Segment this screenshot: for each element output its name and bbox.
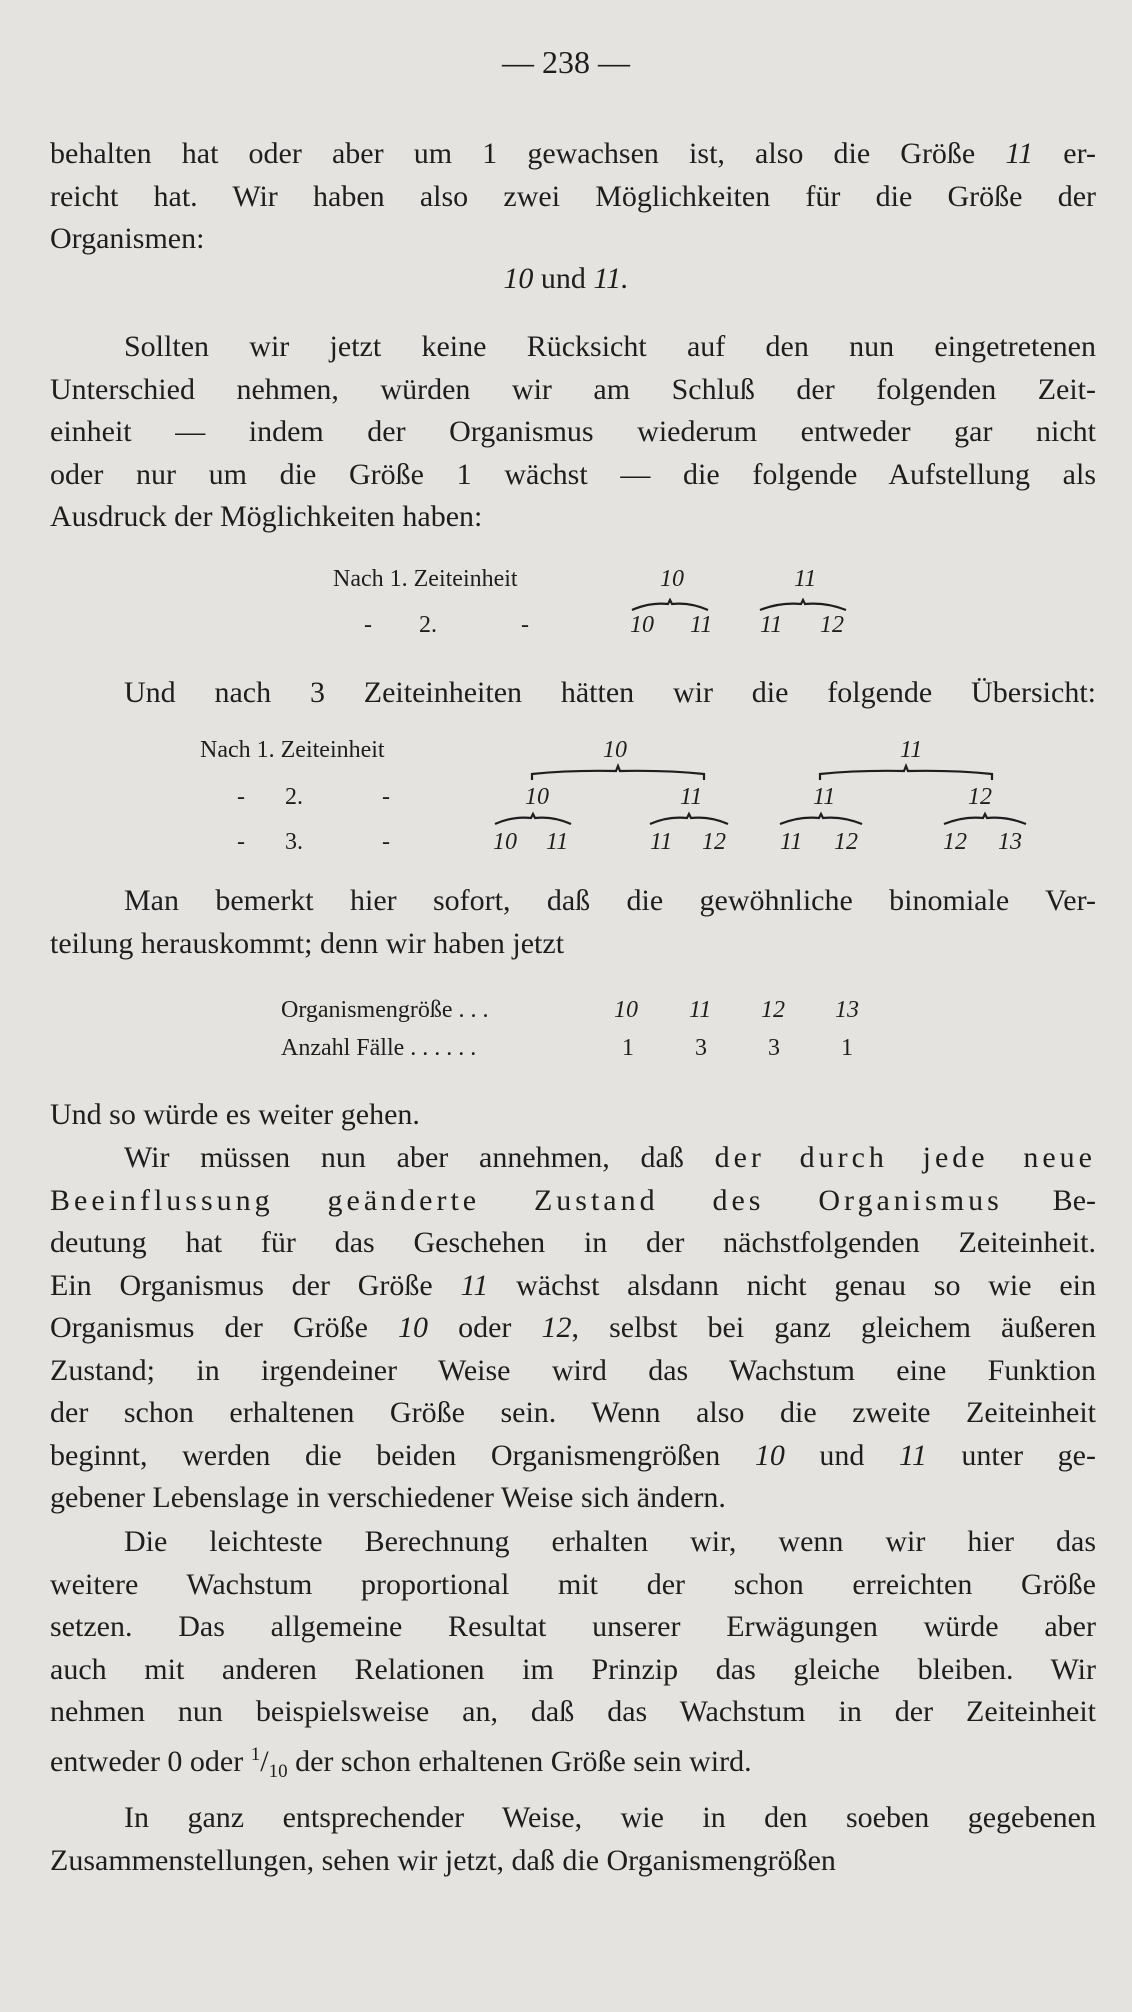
p7-line <box>50 1691 1096 1734</box>
paragraph-2 <box>50 326 1096 539</box>
p1-line <box>50 176 1096 219</box>
text-run: behalten hat oder aber um 1 gewachsen ist, also die Größe <box>50 137 1006 170</box>
p4-line <box>50 880 1096 923</box>
p7-line <box>50 1606 1096 1649</box>
text-run: reicht hat. Wir haben also zwei Möglichkeiten für die Größe der <box>50 179 1096 213</box>
text-run: Organismen: <box>50 222 205 255</box>
t2-row2-v4: 12 <box>968 784 992 810</box>
t2-brace-row2-b <box>648 814 730 828</box>
italic-number: 10 <box>754 1438 785 1472</box>
text-run: deutung hat für das Geschehen in der nächstfolgenden Zeiteinheit. <box>50 1226 1096 1259</box>
t2-brace-row2-a <box>493 814 573 828</box>
t1-row2-v1: 10 <box>630 612 654 638</box>
paragraph-3 <box>124 672 1096 715</box>
text-run: entweder 0 oder <box>50 1744 251 1778</box>
text-run: Unterschied nehmen, würden wir am Schluß der folgenden Zeit- <box>50 372 1096 406</box>
t3-size-2: 11 <box>689 997 712 1023</box>
t2-row2-v1: 10 <box>525 784 549 810</box>
p7-line <box>50 1521 1096 1564</box>
text-run: unter ge- <box>926 1438 1096 1472</box>
t1-row2-num: 2. <box>419 612 437 638</box>
p2-line <box>50 369 1096 412</box>
t2-row2-v2: 11 <box>680 784 703 810</box>
t2-row3-dash2: - <box>382 829 390 855</box>
t2-brace-row2-d <box>942 814 1028 828</box>
t1-row1-label: Nach 1. Zeiteinheit <box>333 566 518 592</box>
italic-number: 11 <box>460 1268 489 1302</box>
t2-brace-row2-c <box>778 814 864 828</box>
italic-number: 11 <box>1005 137 1034 170</box>
p1-line <box>50 218 1096 261</box>
text-run: Organismus der Größe <box>50 1311 399 1344</box>
t2-row2-num: 2. <box>285 784 303 810</box>
text-run: Die leichteste Berechnung erhalten wir, wenn wir hier das <box>124 1525 1096 1558</box>
p6-line <box>50 1265 1096 1308</box>
t3-count-3: 3 <box>768 1035 780 1061</box>
text-run: oder nur um die Größe 1 wächst — die folgende Aufstellung als <box>50 457 1096 491</box>
p3-line: Und nach 3 Zeiteinheiten hätten wir die folgende Übersicht: <box>124 676 1096 709</box>
text-run: , selbst bei ganz gleichem äußeren <box>571 1311 1096 1344</box>
t2-row3-v3: 11 <box>650 829 673 855</box>
text-run: er- <box>1033 137 1096 170</box>
p4-line <box>50 923 1096 966</box>
page-number: — 238 — <box>502 44 630 80</box>
t1-brace-2 <box>758 600 848 614</box>
text-run: Wir müssen nun aber annehmen, daß <box>124 1141 715 1174</box>
t2-brace-row1-a <box>530 766 706 782</box>
p7-line <box>50 1564 1096 1607</box>
t2-row3-v1: 10 <box>493 829 517 855</box>
t1-row2-dash: - <box>364 612 372 638</box>
p1-line <box>50 133 1096 176</box>
fraction-denominator: 10 <box>268 1760 288 1782</box>
t2-row2-dash2: - <box>382 784 390 810</box>
paragraph-6 <box>50 1137 1096 1520</box>
paragraph-1 <box>50 133 1096 261</box>
text-run: nehmen nun beispielsweise an, daß das Wachstum in der Zeiteinheit <box>50 1695 1096 1728</box>
t3-count-1: 1 <box>622 1035 634 1061</box>
text-run: einheit — indem der Organismus wiederum entweder gar nicht <box>50 415 1096 448</box>
t3-row2-label: Anzahl Fälle . . . . . . <box>281 1035 477 1061</box>
text-run: Zusammenstellungen, sehen wir jetzt, daß die Organismengrößen <box>50 1843 836 1877</box>
text-run: gebener Lebenslage in verschiedener Weise sich ändern. <box>50 1481 726 1514</box>
p8-line <box>50 1797 1096 1840</box>
text-run: Zustand; in irgendeiner Weise wird das Wachstum eine Funktion <box>50 1353 1096 1387</box>
text-run: Ausdruck der Möglichkeiten haben: <box>50 500 483 533</box>
t1-row1-v2: 11 <box>794 566 817 592</box>
t1-brace-1 <box>630 600 710 614</box>
t1-row2-v2: 11 <box>690 612 713 638</box>
text-run: und <box>784 1438 900 1472</box>
text-run: Be- <box>1002 1183 1096 1217</box>
text-run: der schon erhaltenen Größe sein. Wenn also die zweite Zeiteinheit <box>50 1396 1096 1429</box>
formula-value-a: 10 <box>503 262 534 295</box>
t2-row3-v7: 12 <box>943 829 967 855</box>
text-run: auch mit anderen Relationen im Prinzip das gleiche bleiben. Wir <box>50 1652 1096 1686</box>
paragraph-8 <box>50 1797 1096 1882</box>
t2-row3-v5: 11 <box>780 829 803 855</box>
p6-line <box>50 1137 1096 1180</box>
t2-row2-dash: - <box>237 784 245 810</box>
formula-value-b: 11. <box>593 262 629 295</box>
p2-line <box>50 454 1096 497</box>
text-run: beginnt, werden die beiden Organismengrößen <box>50 1438 755 1472</box>
p6-line <box>50 1180 1096 1223</box>
t2-row3-dash: - <box>237 829 245 855</box>
t2-row1-label: Nach 1. Zeiteinheit <box>200 737 385 763</box>
t2-row3-v6: 12 <box>834 829 858 855</box>
t1-row1-v1: 10 <box>660 566 684 592</box>
t1-row2-v4: 12 <box>820 612 844 638</box>
italic-number: 12 <box>541 1311 572 1344</box>
paragraph-5 <box>50 1094 1096 1137</box>
p6-line <box>50 1392 1096 1435</box>
t2-row3-num: 3. <box>285 829 303 855</box>
p7-line <box>50 1734 1096 1794</box>
spaced-emphasis: der durch jede neue <box>714 1141 1096 1174</box>
t3-size-4: 13 <box>835 997 859 1023</box>
text-run: Ein Organismus der Größe <box>50 1268 461 1302</box>
formula-und: und <box>540 262 586 295</box>
t3-size-1: 10 <box>614 997 638 1023</box>
text-run: oder <box>428 1311 542 1344</box>
p6-line <box>50 1307 1096 1350</box>
text-run: weitere Wachstum proportional mit der schon erreichten Größe <box>50 1567 1096 1601</box>
spaced-emphasis: Beeinflussung geänderte Zustand des Organismus <box>50 1183 1003 1217</box>
t3-count-4: 1 <box>841 1035 853 1061</box>
t3-count-2: 3 <box>695 1035 707 1061</box>
paragraph-4 <box>50 880 1096 965</box>
t1-row2-v3: 11 <box>760 612 783 638</box>
p6-line <box>50 1350 1096 1393</box>
t2-row3-v2: 11 <box>546 829 569 855</box>
p8-line <box>50 1840 1096 1883</box>
p6-line <box>50 1222 1096 1265</box>
t3-row1-label: Organismengröße . . . <box>281 997 489 1023</box>
t2-row1-v2: 11 <box>900 737 923 763</box>
t2-row1-v1: 10 <box>603 737 627 763</box>
t2-row3-v8: 13 <box>998 829 1022 855</box>
p5-line: Und so würde es weiter gehen. <box>50 1098 420 1131</box>
text-run: wächst alsdann nicht genau so wie ein <box>488 1268 1097 1302</box>
t2-row3-v4: 12 <box>702 829 726 855</box>
p2-line <box>50 326 1096 369</box>
text-run: Man bemerkt hier sofort, daß die gewöhnliche binomiale Ver- <box>124 884 1096 917</box>
t1-row2-dash2: - <box>521 612 529 638</box>
paragraph-7 <box>50 1521 1096 1793</box>
p2-line <box>50 496 1096 539</box>
t2-brace-row1-b <box>818 766 994 782</box>
text-run: / <box>260 1744 269 1778</box>
italic-number: 10 <box>398 1311 429 1344</box>
text-run: setzen. Das allgemeine Resultat unserer Erwägungen würde aber <box>50 1610 1096 1643</box>
text-run: der schon erhaltenen Größe sein wird. <box>287 1744 752 1778</box>
text-run: In ganz entsprechender Weise, wie in den soeben gegebenen <box>124 1801 1096 1834</box>
fraction-numerator: 1 <box>250 1743 261 1765</box>
t2-row2-v3: 11 <box>813 784 836 810</box>
t3-size-3: 12 <box>761 997 785 1023</box>
italic-number: 11 <box>899 1438 927 1472</box>
p6-line <box>50 1477 1096 1520</box>
text-run: Sollten wir jetzt keine Rücksicht auf den nun eingetretenen <box>124 330 1096 363</box>
formula-10-und-11 <box>0 262 1132 296</box>
p6-line <box>50 1435 1096 1478</box>
p7-line <box>50 1649 1096 1692</box>
text-run: teilung herauskommt; denn wir haben jetzt <box>50 926 565 960</box>
p2-line <box>50 411 1096 454</box>
